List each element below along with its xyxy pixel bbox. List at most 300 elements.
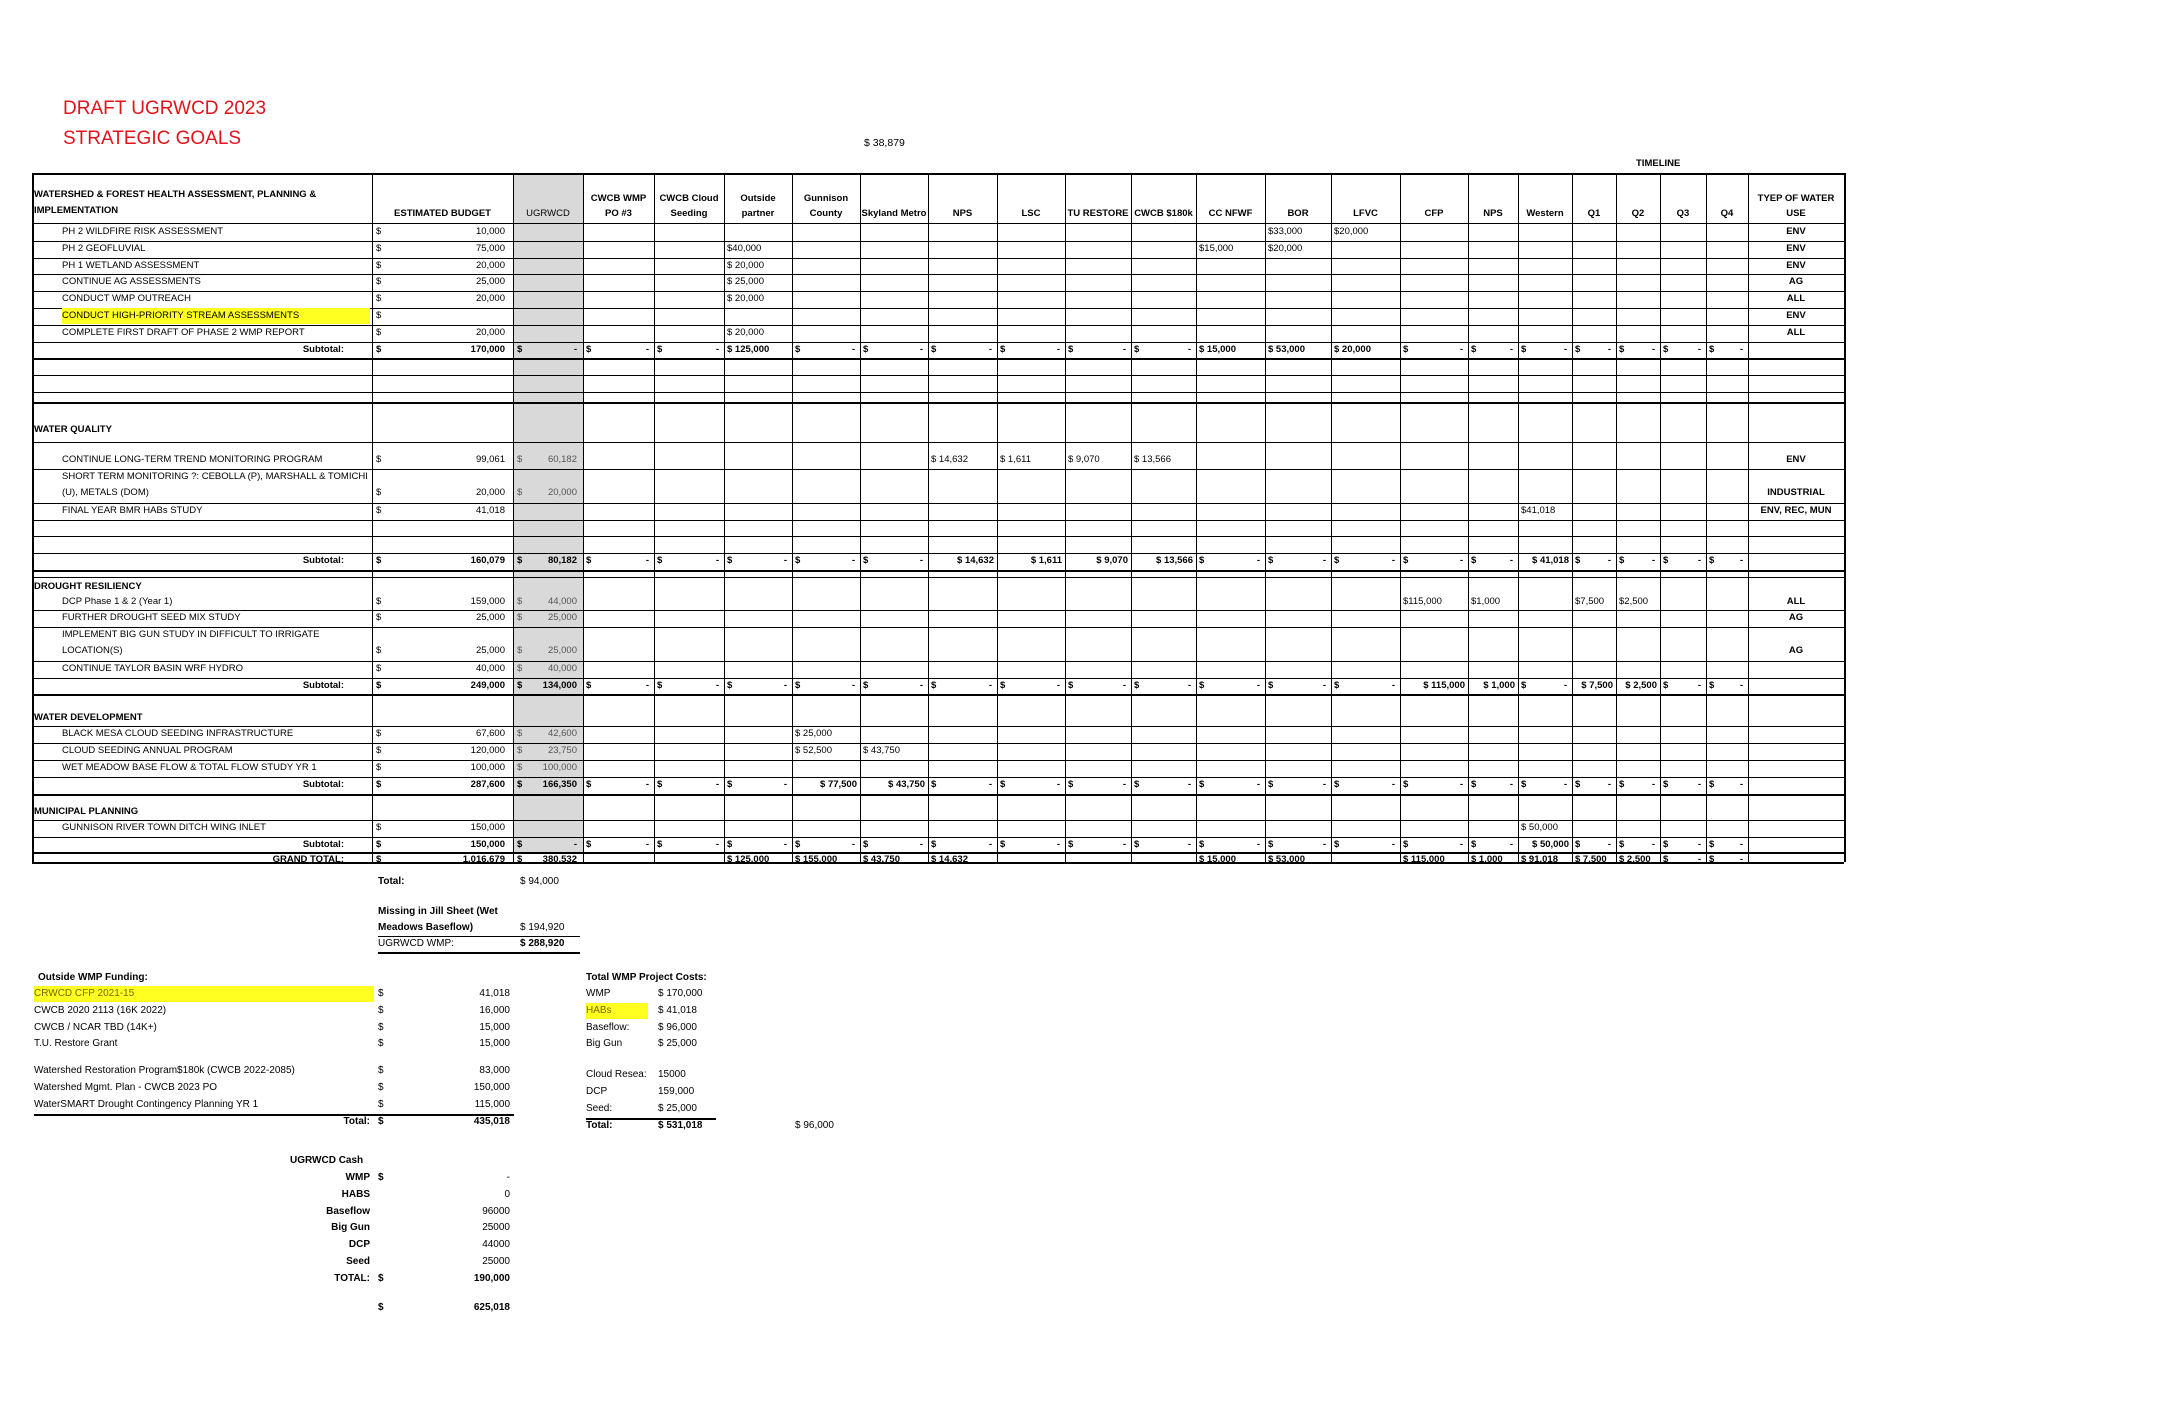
empty-amount: - <box>645 778 649 790</box>
amount-cell: $ 53,000 <box>1268 854 1305 866</box>
dollar-sign: $ <box>517 595 523 607</box>
dollar-sign: $ <box>517 761 523 773</box>
column-divider <box>997 173 998 862</box>
amount-cell: $ 15,000 <box>1199 343 1236 355</box>
project-cost-value: $ 170,000 <box>658 988 703 999</box>
column-header: Q4 <box>1720 208 1734 219</box>
empty-amount: $ <box>1619 555 1625 567</box>
empty-amount: $ <box>586 839 592 851</box>
ugrwcd-value: 40,000 <box>547 662 577 674</box>
budget-value: 160,079 <box>470 555 505 567</box>
column-header: ESTIMATED BUDGET <box>394 208 491 219</box>
dollar-sign: $ <box>378 1065 384 1077</box>
budget-value: 75,000 <box>475 242 505 254</box>
outside-item-label: Watershed Mgmt. Plan - CWCB 2023 PO <box>34 1082 218 1093</box>
column-divider <box>1572 173 1573 862</box>
dollar-sign: $ <box>376 761 382 773</box>
water-use: INDUSTRIAL <box>1767 487 1825 499</box>
dollar-sign: $ <box>517 645 523 657</box>
water-use: ALL <box>1786 595 1806 607</box>
column-header: UGRWCD <box>526 208 570 219</box>
empty-amount: $ <box>1134 343 1140 355</box>
outside-item-value: 83,000 <box>479 1065 510 1077</box>
empty-amount: - <box>1056 839 1060 851</box>
outside-item-label: Watershed Restoration Program$180k (CWCB 2022-2085) <box>34 1065 295 1077</box>
empty-amount: $ <box>863 679 869 691</box>
empty-amount: $ <box>931 679 937 691</box>
water-use: AG <box>1788 645 1804 657</box>
budget-value: 20,000 <box>475 259 505 271</box>
empty-amount: $ <box>1000 839 1006 851</box>
empty-amount: - <box>645 839 649 851</box>
amount-cell: $ 43,750 <box>888 778 925 790</box>
empty-amount: - <box>1563 679 1567 691</box>
budget-value: 170,000 <box>470 343 505 355</box>
table-row-label: FINAL YEAR BMR HABs STUDY <box>62 504 203 516</box>
empty-amount: - <box>851 839 855 851</box>
budget-value: 159,000 <box>470 595 505 607</box>
project-cost-value: $ 41,018 <box>658 1004 697 1016</box>
column-divider <box>1196 173 1197 862</box>
dollar-sign: $ <box>517 854 523 866</box>
empty-amount: $ <box>1709 679 1715 691</box>
amount-cell: $ 1,000 <box>1483 679 1515 691</box>
empty-amount: $ <box>1471 343 1477 355</box>
column-header: BOR <box>1287 208 1309 219</box>
dollar-sign: $ <box>378 1115 384 1127</box>
amount-cell: $ 115,000 <box>1403 854 1445 866</box>
ugrwcd-value: - <box>573 839 577 851</box>
empty-amount: $ <box>657 778 663 790</box>
dollar-sign: $ <box>378 1098 384 1110</box>
column-header: Outside partner <box>740 193 776 219</box>
column-header: CWCB WMP PO #3 <box>590 193 647 219</box>
table-row-label: PH 1 WETLAND ASSESSMENT <box>62 259 200 271</box>
empty-amount: $ <box>1403 555 1409 567</box>
ugrwcd-value: 80,182 <box>547 555 577 567</box>
empty-amount: - <box>1256 839 1260 851</box>
title-line-1: DRAFT UGRWCD 2023 <box>63 98 267 119</box>
table-row-label: DCP Phase 1 & 2 (Year 1) <box>62 595 173 607</box>
empty-amount: $ <box>1575 778 1581 790</box>
column-divider <box>583 173 584 862</box>
empty-amount: $ <box>1334 679 1340 691</box>
amount-cell: $ 41,018 <box>1532 555 1569 567</box>
amount-cell: $ 2,500 <box>1625 679 1657 691</box>
amount-cell: $ 91,018 <box>1521 854 1558 866</box>
empty-amount: - <box>645 555 649 567</box>
project-total-label: Total: <box>586 1119 613 1131</box>
empty-amount: - <box>645 343 649 355</box>
dollar-sign: $ <box>517 745 523 757</box>
empty-amount: - <box>1256 679 1260 691</box>
amount-cell: $ 50,000 <box>1521 822 1558 834</box>
empty-amount: $ <box>931 839 937 851</box>
ugrwcd-value: 44,000 <box>547 595 577 607</box>
dollar-sign: $ <box>376 454 382 466</box>
column-divider <box>654 173 655 862</box>
budget-value: 10,000 <box>475 226 505 237</box>
amount-cell: $ 13,566 <box>1134 454 1171 466</box>
outside-item-label: WaterSMART Drought Contingency Planning YR 1 <box>34 1098 259 1110</box>
amount-cell: $ 20,000 <box>1334 343 1371 355</box>
dollar-sign: $ <box>376 854 382 866</box>
dollar-sign: $ <box>376 839 382 851</box>
table-left-border <box>32 173 34 862</box>
empty-amount: $ <box>1000 679 1006 691</box>
empty-amount: - <box>1563 778 1567 790</box>
project-cost-value: 15000 <box>658 1069 686 1081</box>
amount-cell: $ 125,000 <box>727 854 770 866</box>
ugrwcd-value: 60,182 <box>547 454 577 466</box>
empty-amount: - <box>1256 555 1260 567</box>
empty-amount: $ <box>1663 839 1669 851</box>
dollar-sign: $ <box>378 1172 384 1183</box>
amount-cell: $1,000 <box>1471 595 1501 607</box>
column-divider <box>372 173 373 862</box>
empty-amount: $ <box>657 555 663 567</box>
ugrwcd-value: 25,000 <box>547 645 577 657</box>
empty-amount: $ <box>1268 555 1274 567</box>
dollar-sign: $ <box>517 555 523 567</box>
cash-label: Big Gun <box>331 1222 370 1234</box>
section-title-municipal: MUNICIPAL PLANNING <box>34 805 139 817</box>
amount-cell: $ 14,632 <box>931 854 968 866</box>
ugrwcd-value: 23,750 <box>547 745 577 757</box>
empty-amount: $ <box>1134 839 1140 851</box>
empty-amount: - <box>1651 839 1655 851</box>
row-divider <box>32 442 1844 443</box>
empty-amount: $ <box>1619 839 1625 851</box>
empty-amount: $ <box>1575 555 1581 567</box>
empty-amount: $ <box>1521 778 1527 790</box>
dollar-sign: $ <box>376 612 382 624</box>
column-header: Gunnison County <box>803 193 849 219</box>
empty-amount: - <box>1607 839 1611 851</box>
subtotal-row-label: Subtotal: <box>302 839 344 851</box>
water-use: ENV <box>1786 454 1806 466</box>
budget-value: 25,000 <box>475 276 505 288</box>
cash-label: Seed <box>346 1256 370 1267</box>
column-divider <box>928 173 929 862</box>
empty-amount: $ <box>863 555 869 567</box>
column-header: LSC <box>1021 208 1041 219</box>
empty-amount: - <box>1697 555 1701 567</box>
empty-amount: - <box>1459 343 1463 355</box>
empty-amount: - <box>1187 778 1191 790</box>
column-divider <box>860 173 861 862</box>
outside-item-value: 15,000 <box>479 1021 510 1033</box>
dollar-sign: $ <box>517 728 523 740</box>
empty-amount: $ <box>1619 343 1625 355</box>
budget-value: 25,000 <box>475 645 505 657</box>
cash-final-value: 625,018 <box>473 1301 510 1313</box>
empty-amount: - <box>1697 679 1701 691</box>
budget-value: 1,016,679 <box>462 854 505 866</box>
dollar-sign: $ <box>376 276 382 288</box>
column-divider <box>1706 173 1707 862</box>
column-header: Q3 <box>1676 208 1690 219</box>
dollar-sign: $ <box>376 259 382 271</box>
dollar-sign: $ <box>517 662 523 674</box>
summary-underline <box>378 952 580 954</box>
amount-cell: $ 25,000 <box>727 276 764 288</box>
column-header: CWCB Cloud Seeding <box>659 193 719 219</box>
empty-amount: - <box>1459 555 1463 567</box>
column-divider <box>1131 173 1132 862</box>
subtotal-divider <box>32 794 1844 796</box>
empty-amount: $ <box>727 679 733 691</box>
empty-amount: - <box>851 343 855 355</box>
empty-amount: - <box>1651 778 1655 790</box>
dollar-sign: $ <box>376 745 382 757</box>
table-row-label: GUNNISON RIVER TOWN DITCH WING INLET <box>62 822 266 834</box>
timeline-label: TIMELINE <box>1636 158 1681 169</box>
row-divider <box>32 375 1844 376</box>
dollar-sign: $ <box>376 822 382 834</box>
cash-label: Baseflow <box>326 1205 370 1217</box>
cash-label: WMP <box>345 1172 370 1183</box>
column-header: Western <box>1526 208 1564 219</box>
empty-amount: $ <box>795 839 801 851</box>
empty-amount: $ <box>1199 555 1205 567</box>
column-header: TYEP OF WATER USE <box>1757 193 1835 219</box>
water-use: ENV <box>1786 226 1806 237</box>
empty-amount: $ <box>586 343 592 355</box>
outside-item-label: CWCB / NCAR TBD (14K+) <box>34 1021 157 1033</box>
empty-amount: - <box>783 839 787 851</box>
project-cost-value: $ 25,000 <box>658 1102 697 1114</box>
empty-amount: $ <box>1709 555 1715 567</box>
empty-amount: $ <box>586 555 592 567</box>
column-divider <box>1518 173 1519 862</box>
empty-amount: $ <box>727 839 733 851</box>
subtotal-row-label: Subtotal: <box>302 555 344 567</box>
ugrwcd-value: 20,000 <box>547 487 577 499</box>
empty-amount: - <box>988 839 992 851</box>
outside-heading: Outside WMP Funding: <box>38 972 148 983</box>
section-title-drought: DROUGHT RESILIENCY <box>34 580 142 592</box>
empty-amount: - <box>1509 839 1513 851</box>
empty-amount: $ <box>1709 839 1715 851</box>
empty-amount: - <box>715 839 719 851</box>
empty-amount: - <box>1739 555 1743 567</box>
amount-cell: $ 115,000 <box>1423 679 1465 691</box>
empty-amount: - <box>1322 778 1326 790</box>
cash-heading: UGRWCD Cash <box>290 1155 364 1166</box>
dollar-sign: $ <box>376 555 382 567</box>
project-total-value: $ 531,018 <box>658 1119 703 1131</box>
water-use: ENV <box>1786 242 1806 254</box>
amount-cell: $41,018 <box>1521 504 1556 516</box>
section-title-watershed: WATERSHED & FOREST HEALTH ASSESSMENT, PLANNING & IMPLEMENTATION <box>34 189 317 216</box>
outside-total-value: 435,018 <box>473 1115 510 1127</box>
empty-amount: $ <box>1068 679 1074 691</box>
dollar-sign: $ <box>378 1272 384 1284</box>
amount-cell: $ 155,000 <box>795 854 838 866</box>
empty-amount: $ <box>1663 679 1669 691</box>
empty-amount: - <box>1056 343 1060 355</box>
water-use: AG <box>1788 612 1804 624</box>
empty-amount: $ <box>1663 854 1669 866</box>
table-row-label: FURTHER DROUGHT SEED MIX STUDY <box>62 612 241 624</box>
empty-amount: - <box>1122 839 1126 851</box>
dollar-sign: $ <box>378 1082 384 1093</box>
row-divider <box>32 392 1844 393</box>
empty-amount: $ <box>1471 839 1477 851</box>
amount-cell: $15,000 <box>1199 242 1234 254</box>
budget-value: 25,000 <box>475 612 505 624</box>
budget-value: 20,000 <box>475 326 505 338</box>
empty-amount: - <box>1509 778 1513 790</box>
empty-amount: $ <box>586 679 592 691</box>
amount-cell: $ 125,000 <box>727 343 770 355</box>
amount-cell: $ 7,500 <box>1581 679 1613 691</box>
dollar-sign: $ <box>517 679 523 691</box>
empty-amount: $ <box>657 839 663 851</box>
water-use: AG <box>1788 276 1804 288</box>
amount-cell: $7,500 <box>1575 595 1605 607</box>
budget-value: 40,000 <box>475 662 505 674</box>
empty-amount: - <box>1563 343 1567 355</box>
dollar-sign: $ <box>376 343 382 355</box>
amount-cell: $20,000 <box>1334 226 1369 237</box>
empty-amount: $ <box>727 778 733 790</box>
empty-amount: $ <box>863 839 869 851</box>
amount-cell: $ 77,500 <box>820 778 857 790</box>
empty-amount: - <box>715 343 719 355</box>
empty-amount: - <box>1697 839 1701 851</box>
empty-amount: $ <box>1199 778 1205 790</box>
cash-value: 25000 <box>482 1222 510 1234</box>
section-divider <box>32 577 1844 578</box>
outside-item-label: CWCB 2020 2113 (16K 2022) <box>34 1004 167 1016</box>
column-header: Q1 <box>1587 208 1601 219</box>
column-divider <box>1660 173 1661 862</box>
amount-cell: $ 2,500 <box>1619 854 1651 866</box>
empty-amount: - <box>1697 778 1701 790</box>
budget-value: 20,000 <box>475 487 505 499</box>
subtotal-divider <box>32 694 1844 696</box>
amount-cell: $ 7,500 <box>1575 854 1607 866</box>
table-right-border <box>1844 173 1846 862</box>
column-header: Skyland Metro <box>861 208 927 219</box>
subtotal-row-label: Subtotal: <box>302 778 344 790</box>
empty-amount: $ <box>1575 343 1581 355</box>
budget-value: 120,000 <box>470 745 505 757</box>
dollar-sign: $ <box>517 454 523 466</box>
project-cost-label: Cloud Resea: <box>586 1069 647 1081</box>
column-divider <box>513 173 514 862</box>
subtotal-row-label: Subtotal: <box>302 679 344 691</box>
amount-cell: $ 50,000 <box>1532 839 1569 851</box>
empty-amount: $ <box>1575 839 1581 851</box>
dollar-sign: $ <box>517 778 523 790</box>
empty-amount: $ <box>1471 555 1477 567</box>
cash-value: 96000 <box>482 1205 510 1217</box>
empty-amount: $ <box>863 343 869 355</box>
empty-amount: - <box>1739 778 1743 790</box>
missing-label: Meadows Baseflow) <box>378 922 474 933</box>
section-title-development: WATER DEVELOPMENT <box>34 711 143 723</box>
empty-amount: $ <box>1521 679 1527 691</box>
empty-amount: $ <box>1334 778 1340 790</box>
empty-amount: - <box>1322 679 1326 691</box>
empty-amount: $ <box>1334 839 1340 851</box>
empty-amount: $ <box>1068 343 1074 355</box>
grand-total-row-label: GRAND TOTAL: <box>272 854 344 866</box>
empty-amount: - <box>1607 343 1611 355</box>
empty-amount: - <box>1187 839 1191 851</box>
budget-value: 287,600 <box>470 778 505 790</box>
empty-amount: $ <box>1663 555 1669 567</box>
table-row-label: BLACK MESA CLOUD SEEDING INFRASTRUCTURE <box>62 728 294 740</box>
amount-cell: $2,500 <box>1619 595 1649 607</box>
empty-amount: - <box>1322 555 1326 567</box>
column-header: NPS <box>1483 208 1503 219</box>
subtotal-divider <box>32 570 1844 572</box>
water-use: ENV <box>1786 310 1806 321</box>
amount-cell: $ 43,750 <box>863 854 900 866</box>
ugrwcd-value: - <box>573 343 577 355</box>
empty-amount: - <box>851 555 855 567</box>
empty-amount: $ <box>1403 839 1409 851</box>
amount-cell: $ 14,632 <box>957 555 994 567</box>
empty-amount: $ <box>1403 343 1409 355</box>
column-header: CWCB $180k <box>1134 208 1193 219</box>
empty-amount: $ <box>1709 778 1715 790</box>
empty-amount: $ <box>1663 778 1669 790</box>
amount-cell: $33,000 <box>1268 226 1303 237</box>
total-value: $ 94,000 <box>520 876 559 887</box>
title-line-2: STRATEGIC GOALS <box>63 128 242 149</box>
amount-cell: $115,000 <box>1403 595 1442 607</box>
table-row-label: IMPLEMENT BIG GUN STUDY IN DIFFICULT TO IRRIGATE LOCATION(S) <box>62 629 320 657</box>
empty-amount: - <box>1697 854 1701 866</box>
empty-amount: - <box>1697 343 1701 355</box>
amount-cell: $40,000 <box>727 242 762 254</box>
amount-cell: $ 52,500 <box>795 745 832 757</box>
empty-amount: - <box>919 839 923 851</box>
amount-cell: $ 43,750 <box>863 745 900 757</box>
water-use: ENV <box>1786 259 1806 271</box>
budget-value: 41,018 <box>475 504 505 516</box>
budget-value: 20,000 <box>475 293 505 305</box>
dollar-sign: $ <box>378 988 384 999</box>
dollar-sign: $ <box>376 293 382 305</box>
amount-cell: $ 1,611 <box>1000 454 1031 466</box>
empty-amount: - <box>1459 839 1463 851</box>
empty-amount: - <box>1322 839 1326 851</box>
outside-item-value: 150,000 <box>473 1082 510 1093</box>
empty-amount: $ <box>1334 555 1340 567</box>
project-cost-value: 159,000 <box>658 1086 695 1097</box>
dollar-sign: $ <box>376 595 382 607</box>
water-use: ALL <box>1786 293 1806 305</box>
table-row-label: PH 2 WILDFIRE RISK ASSESSMENT <box>62 226 224 237</box>
dollar-sign: $ <box>517 487 523 499</box>
empty-amount: - <box>1459 778 1463 790</box>
empty-amount: - <box>1056 778 1060 790</box>
empty-amount: - <box>1122 343 1126 355</box>
empty-amount: - <box>1651 343 1655 355</box>
dollar-sign: $ <box>376 728 382 740</box>
column-divider <box>724 173 725 862</box>
subtotal-divider <box>32 358 1844 360</box>
outside-item-label: T.U. Restore Grant <box>34 1038 118 1050</box>
column-header: CC NFWF <box>1208 208 1253 219</box>
outside-item-value: 15,000 <box>479 1038 510 1050</box>
